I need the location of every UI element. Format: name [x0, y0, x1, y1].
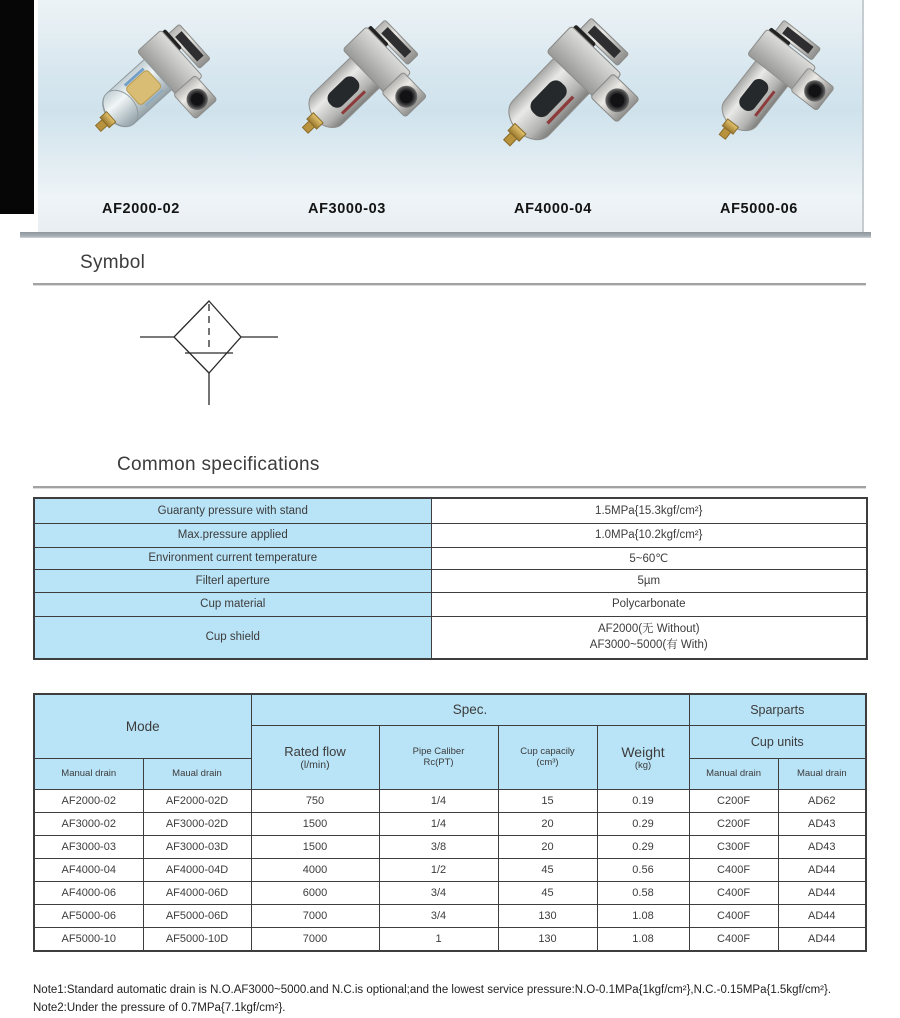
symbol-heading-rule	[33, 283, 866, 285]
header-sp-maual-drain: Maual drain	[778, 758, 866, 789]
spec-cell: AD44	[778, 927, 866, 951]
spec-cell: 20	[498, 835, 597, 858]
spec-cell: C400F	[689, 904, 778, 927]
product-photo-af5000	[659, 4, 859, 182]
header-weight	[597, 725, 689, 789]
spec-cell: AF4000-06D	[143, 881, 251, 904]
spec-label: Max.pressure applied	[34, 523, 431, 547]
header-sp-manual-drain: Manual drain	[689, 758, 778, 789]
table-row	[34, 789, 866, 812]
table-row	[34, 523, 867, 547]
spec-cell: 3/4	[379, 881, 498, 904]
spec-value: 5µm	[431, 569, 867, 592]
product-label: AF4000-04	[514, 201, 592, 217]
header-line: Weight	[621, 743, 665, 760]
header-line: Rc(PT)	[423, 757, 454, 768]
product-af4000	[450, 0, 656, 232]
common-specs-heading: Common specifications	[117, 454, 320, 475]
spec-cell: AF3000-02D	[143, 812, 251, 835]
header-pipe-caliber	[379, 725, 498, 789]
spec-cell: 130	[498, 904, 597, 927]
header-line: Cup capacily	[520, 746, 575, 757]
spec-cell: AF3000-03	[34, 835, 143, 858]
table-row	[34, 927, 866, 951]
table-row	[34, 858, 866, 881]
spec-cell: C200F	[689, 789, 778, 812]
product-photo-af4000	[451, 4, 656, 186]
spec-cell: 7000	[251, 927, 379, 951]
spec-label: Cup material	[34, 592, 431, 616]
product-label: AF2000-02	[102, 201, 180, 217]
spec-label: Cup shield	[34, 616, 431, 659]
spec-cell: C400F	[689, 858, 778, 881]
spec-cell: 0.29	[597, 835, 689, 858]
spec-cell: AD62	[778, 789, 866, 812]
table-header-row	[34, 694, 866, 725]
spec-value-line1: AF2000(无 Without)	[597, 622, 700, 635]
spec-cell: AD44	[778, 858, 866, 881]
spec-cell: AF4000-04D	[143, 858, 251, 881]
spec-cell: 0.58	[597, 881, 689, 904]
table-row	[34, 835, 866, 858]
spec-cell: C400F	[689, 881, 778, 904]
spec-cell: AF2000-02D	[143, 789, 251, 812]
table-row	[34, 812, 866, 835]
spec-value	[431, 616, 867, 659]
spec-cell: 1.08	[597, 927, 689, 951]
product-photo-af3000	[247, 4, 447, 182]
spec-cell: AF5000-10	[34, 927, 143, 951]
header-rated-flow	[251, 725, 379, 789]
spec-cell: 7000	[251, 904, 379, 927]
spec-cell: C300F	[689, 835, 778, 858]
spec-cell: AD43	[778, 835, 866, 858]
spec-label: Environment current temperature	[34, 547, 431, 569]
header-mode: Mode	[34, 694, 251, 758]
product-af3000	[244, 0, 450, 232]
spec-cell: AF5000-06D	[143, 904, 251, 927]
spec-cell: AF3000-02	[34, 812, 143, 835]
header-spec: Spec.	[251, 694, 689, 725]
spec-cell: 750	[251, 789, 379, 812]
product-label: AF5000-06	[720, 201, 798, 217]
product-label: AF3000-03	[308, 201, 386, 217]
filter-symbol-drawing	[140, 294, 290, 414]
spec-label: Filterl aperture	[34, 569, 431, 592]
spec-value: 1.5MPa{15.3kgf/cm²}	[431, 498, 867, 523]
spec-cell: 1/4	[379, 789, 498, 812]
spec-cell: AF3000-03D	[143, 835, 251, 858]
common-specs-table	[33, 497, 868, 660]
spec-cell: 0.29	[597, 812, 689, 835]
table-row	[34, 547, 867, 569]
spec-cell: 1.08	[597, 904, 689, 927]
spec-value: 5~60℃	[431, 547, 867, 569]
note-2: Note2:Under the pressure of 0.7MPa{7.1kgf/cm²}.	[33, 1002, 286, 1014]
spec-cell: 1	[379, 927, 498, 951]
header-line: (kg)	[634, 759, 652, 771]
table-row	[34, 498, 867, 523]
table-row	[34, 616, 867, 659]
spec-cell: AD44	[778, 904, 866, 927]
header-sparparts: Sparparts	[689, 694, 866, 725]
spec-cell: AF4000-04	[34, 858, 143, 881]
symbol-heading: Symbol	[80, 252, 146, 273]
spec-value: Polycarbonate	[431, 592, 867, 616]
spec-cell: AD43	[778, 812, 866, 835]
spec-cell: 45	[498, 881, 597, 904]
header-cup-units: Cup units	[689, 725, 866, 758]
spec-cell: 20	[498, 812, 597, 835]
common-specs-heading-rule	[33, 486, 866, 488]
spec-cell: 15	[498, 789, 597, 812]
banner-shadow-bar	[20, 232, 871, 238]
model-spec-table	[33, 693, 867, 952]
header-line: (cm³)	[536, 757, 559, 768]
spec-cell: 130	[498, 927, 597, 951]
spec-cell: AF5000-06	[34, 904, 143, 927]
header-line: Rated flow	[284, 743, 346, 759]
spec-cell: AF2000-02	[34, 789, 143, 812]
spec-cell: AD44	[778, 881, 866, 904]
spec-cell: AF4000-06	[34, 881, 143, 904]
spec-value: 1.0MPa{10.2kgf/cm²}	[431, 523, 867, 547]
spec-cell: 3/4	[379, 904, 498, 927]
header-line: Pipe Caliber	[412, 746, 465, 757]
header-cup-capacity	[498, 725, 597, 789]
spec-cell: 3/8	[379, 835, 498, 858]
product-af2000	[38, 0, 244, 232]
spec-cell: 1500	[251, 812, 379, 835]
spec-cell: 1/4	[379, 812, 498, 835]
spec-cell: 45	[498, 858, 597, 881]
spec-cell: 1/2	[379, 858, 498, 881]
spec-label: Guaranty pressure with stand	[34, 498, 431, 523]
page-edge-black-strip	[0, 0, 34, 214]
spec-cell: C400F	[689, 927, 778, 951]
product-banner	[38, 0, 864, 232]
table-row	[34, 881, 866, 904]
table-row	[34, 904, 866, 927]
product-af5000	[656, 0, 862, 232]
header-line: (l/min)	[300, 758, 330, 771]
spec-cell: 1500	[251, 835, 379, 858]
table-row	[34, 592, 867, 616]
header-manual-drain: Manual drain	[34, 758, 143, 789]
spec-cell: 0.19	[597, 789, 689, 812]
spec-cell: 6000	[251, 881, 379, 904]
spec-cell: C200F	[689, 812, 778, 835]
spec-cell: AF5000-10D	[143, 927, 251, 951]
spec-cell: 0.56	[597, 858, 689, 881]
spec-value-line2: AF3000~5000(有 With)	[589, 639, 708, 652]
note-1: Note1:Standard automatic drain is N.O.AF3000~5000.and N.C.is optional;and the lowest service pressure:N.O-0.1MPa{1kgf/cm²},N.C.-0.15MPa{1.5kgf/cm²}.	[33, 984, 832, 996]
spec-cell: 4000	[251, 858, 379, 881]
product-photo-af2000	[41, 4, 241, 182]
table-row	[34, 569, 867, 592]
header-maual-drain: Maual drain	[143, 758, 251, 789]
